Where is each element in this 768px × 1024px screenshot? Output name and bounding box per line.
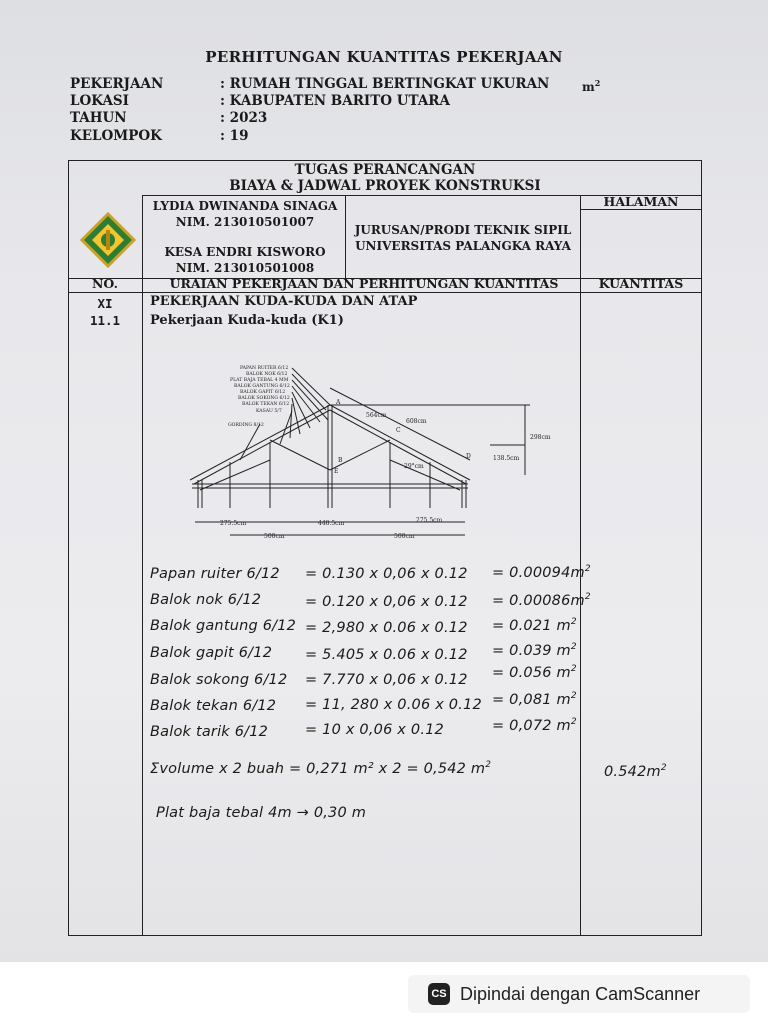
author-name: KESA ENDRI KISWORO — [164, 245, 326, 259]
info-unit: $m^2$ — [582, 78, 601, 94]
author-name: LYDIA DWINANDA SINAGA — [152, 199, 338, 213]
calc-result: = 0.056 $m^2$ — [492, 664, 577, 681]
calc-expression: = 0.130 x 0,06 x 0.12 — [305, 566, 468, 582]
dimension-label: 29°cm — [404, 463, 424, 470]
info-label: KELOMPOK — [70, 128, 162, 144]
truss-drawing — [180, 360, 580, 545]
university-logo — [80, 212, 136, 268]
divider — [68, 292, 702, 293]
drawing-label: BALOK NOK 6/12 — [246, 372, 288, 377]
col-header-kuantitas: KUANTITAS — [598, 276, 684, 291]
calc-name: Balok gapit 6/12 — [150, 645, 273, 661]
calc-expression: = 0.120 x 0,06 x 0.12 — [305, 594, 468, 610]
dimension-label: 564cm — [366, 412, 387, 419]
calc-name: Papan ruiter 6/12 — [150, 566, 280, 582]
drawing-label: BALOK GANTUNG 6/12 — [234, 384, 290, 389]
point-label: D — [466, 453, 471, 460]
info-value: : RUMAH TINGGAL BERTINGKAT UKURAN — [220, 76, 550, 92]
page-label: HALAMAN — [603, 194, 679, 209]
calc-name: Balok tarik 6/12 — [150, 724, 269, 740]
calc-expression: = 5.405 x 0.06 x 0.12 — [305, 647, 468, 663]
calc-result: = $0.00086m^2$ — [492, 592, 591, 609]
camscanner-watermark — [408, 975, 750, 1013]
info-tahun — [70, 110, 267, 127]
department: JURUSAN/PRODI TEKNIK SIPIL UNIVERSITAS PALANGKA RAYA — [354, 223, 572, 253]
calc-result: = 0.021 $m^2$ — [492, 617, 577, 634]
dimension-label: 275.5cm — [220, 520, 247, 527]
document-title: PERHITUNGAN KUANTITAS PEKERJAAN — [205, 48, 563, 66]
camscanner-icon: CS — [428, 983, 450, 1005]
point-label: E — [334, 468, 339, 475]
author-nim: NIM. 213010501007 — [175, 215, 315, 229]
drawing-label: PAPAN RUITER 6/12 — [240, 366, 289, 371]
item-description: Pekerjaan Kuda-kuda (K1) — [150, 313, 344, 328]
drawing-label: BALOK TEKAN 6/12 — [242, 402, 290, 407]
dimension-label: 608cm — [406, 418, 427, 425]
info-value: : 2023 — [220, 110, 268, 126]
dimension-label: 138.5cm — [493, 455, 520, 462]
calc-expression: = 2,980 x 0.06 x 0.12 — [305, 620, 468, 636]
author-names — [150, 198, 340, 276]
info-value: : 19 — [220, 128, 249, 144]
dimension-label: 275.5cm — [416, 517, 443, 524]
calc-name: Balok tekan 6/12 — [150, 698, 277, 714]
info-label: LOKASI — [70, 93, 129, 109]
calc-name: Balok sokong 6/12 — [150, 672, 288, 688]
camscanner-text: Dipindai dengan CamScanner — [460, 983, 701, 1004]
author-nim: NIM. 213010501008 — [175, 261, 315, 275]
drawing-label: KASAU 5/7 — [256, 409, 282, 414]
col-header-uraian: URAIAN PEKERJAAN DAN PERHITUNGAN KUANTITAS — [169, 276, 559, 291]
item-number: 11.1 — [89, 313, 121, 328]
info-value: : KABUPATEN BARITO UTARA — [220, 93, 450, 109]
volume-sum: Σvolume x 2 buah = 0,271 m² x 2 = 0,542 $m^2$ — [150, 760, 492, 777]
steel-plate-note: Plat baja tebal 4m → 0,30 m — [156, 805, 367, 821]
calc-name: Balok nok 6/12 — [150, 592, 262, 608]
calc-expression: = 11, 280 x 0.06 x 0.12 — [305, 697, 482, 713]
calc-expression: = 7.770 x 0,06 x 0.12 — [305, 672, 468, 688]
info-kelompok — [70, 128, 248, 145]
point-label: A — [336, 399, 341, 406]
quantity-value: $0.542m^2$ — [604, 763, 667, 780]
calc-result: = 0.039 $m^2$ — [492, 642, 577, 659]
divider — [142, 195, 143, 935]
calc-name: Balok gantung 6/12 — [150, 618, 297, 634]
info-label: PEKERJAAN — [70, 76, 164, 92]
calc-result: = 0,072 $m^2$ — [492, 717, 577, 734]
calc-result: = $0.00094m^2$ — [492, 564, 591, 581]
header-title-1: TUGAS PERANCANGAN — [294, 162, 476, 178]
divider — [345, 195, 346, 278]
point-label: B — [338, 457, 343, 464]
drawing-label: GORDING 8/12 — [228, 423, 264, 428]
dimension-label: 448.5cm — [318, 520, 345, 527]
header-title-2: BIAYA & JADWAL PROYEK KONSTRUKSI — [229, 178, 541, 194]
item-number: XI — [97, 296, 113, 311]
calc-result: = 0,081 $m^2$ — [492, 691, 577, 708]
drawing-label: BALOK SOKONG 6/12 — [238, 396, 290, 401]
dimension-label: 298cm — [530, 434, 551, 441]
drawing-label: PLAT BAJA TEBAL 4 MM — [230, 378, 289, 383]
col-header-no: NO. — [92, 276, 118, 291]
drawing-label: BALOK GAPIT 6/12 — [240, 390, 286, 395]
item-description: PEKERJAAN KUDA-KUDA DAN ATAP — [150, 294, 418, 309]
info-pekerjaan — [70, 76, 549, 93]
dimension-label: 500cm — [394, 533, 415, 540]
divider — [580, 209, 702, 210]
point-label: C — [396, 427, 401, 434]
calc-expression: = 10 x 0,06 x 0.12 — [305, 722, 444, 738]
dimension-label: 500cm — [264, 533, 285, 540]
info-lokasi — [70, 93, 450, 110]
info-label: TAHUN — [70, 110, 127, 126]
